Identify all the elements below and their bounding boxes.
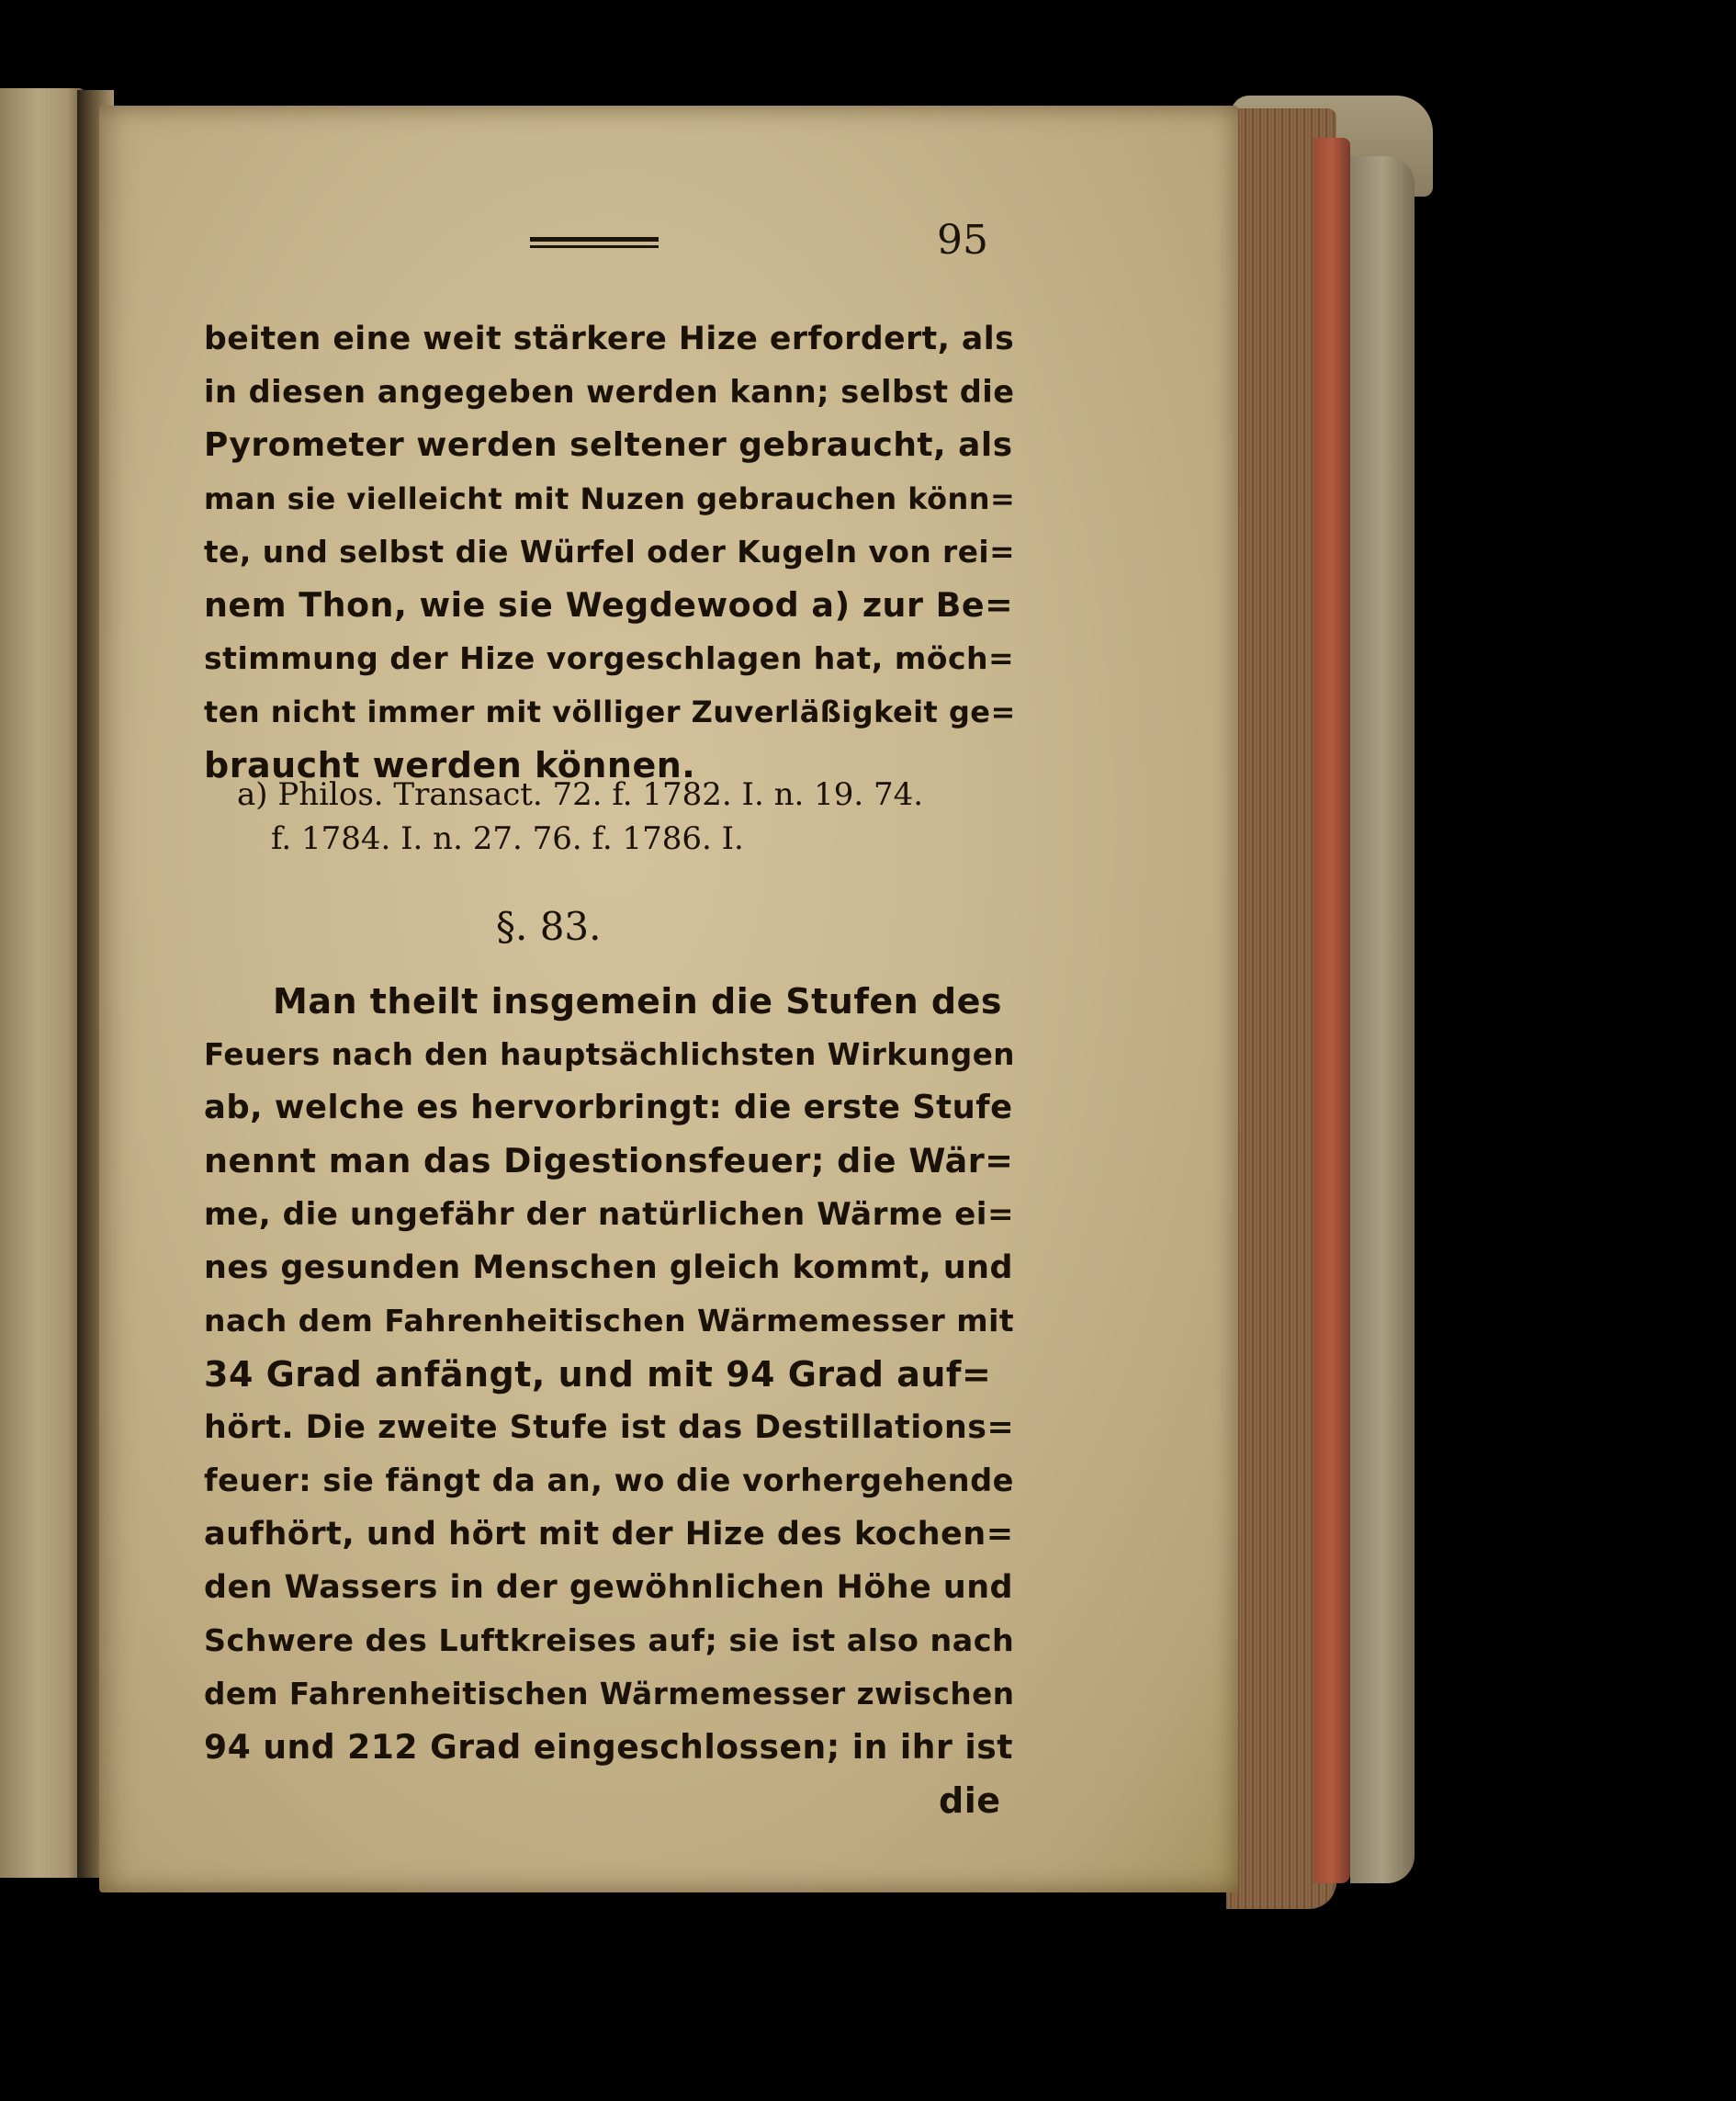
text-line: dem Fahrenheitischen Wärmemesser zwischen [204,1677,1015,1711]
text-line: Pyrometer werden seltener gebraucht, als [204,426,1013,464]
text-line: Schwere des Luftkreises auf; sie ist also nach [204,1622,1015,1658]
text-line: aufhört, und hört mit der Hize des kochen= [204,1515,1014,1553]
text-line: te, und selbst die Würfel oder Kugeln von rei= [204,535,1016,570]
text-line: nennt man das Digestionsfeuer; die Wär= [204,1141,1014,1180]
section-heading: §. 83. [496,904,602,949]
footnote-line: a) Philos. Transact. 72. f. 1782. I. n. 19. 74. [237,776,924,813]
text-line: beiten eine weit stärkere Hize erfordert, als [204,321,1015,357]
text-line: braucht werden können. [204,745,696,785]
text-line: ten nicht immer mit völliger Zuverläßigkeit ge= [204,695,1016,729]
text-line: ab, welche es hervorbringt: die erste Stufe [204,1089,1013,1126]
footnote-line: f. 1784. I. n. 27. 76. f. 1786. I. [271,820,744,857]
red-page-edge [1313,138,1350,1883]
header-rule [530,237,659,250]
text-line: feuer: sie fängt da an, wo die vorhergehende [204,1463,1014,1498]
text-line: 34 Grad anfängt, und mit 94 Grad auf= [204,1354,992,1395]
text-line: den Wassers in der gewöhnlichen Höhe und [204,1569,1013,1606]
text-line: hört. Die zweite Stufe ist das Destillations= [204,1409,1015,1446]
text-line: me, die ungefähr der natürlichen Wärme ei= [204,1196,1015,1233]
page-number: 95 [937,217,988,264]
text-line: nes gesunden Menschen gleich kommt, und [204,1249,1013,1286]
text-line: stimmung der Hize vorgeschlagen hat, möch= [204,640,1015,676]
text-line: 94 und 212 Grad eingeschlossen; in ihr ist [204,1727,1013,1767]
text-line: nem Thon, wie sie Wegdewood a) zur Be= [204,585,1014,625]
text-line: Feuers nach den hauptsächlichsten Wirkungen [204,1037,1015,1072]
previous-page-edge [0,88,85,1878]
book-cover-edge [1350,156,1415,1883]
catchword: die [939,1780,1001,1821]
text-line: in diesen angegeben werden kann; selbst die [204,374,1015,410]
text-line: nach dem Fahrenheitischen Wärmemesser mit [204,1303,1015,1339]
text-line: man sie vielleicht mit Nuzen gebrauchen könn= [204,481,1016,516]
text-line: Man theilt insgemein die Stufen des [273,981,1003,1022]
